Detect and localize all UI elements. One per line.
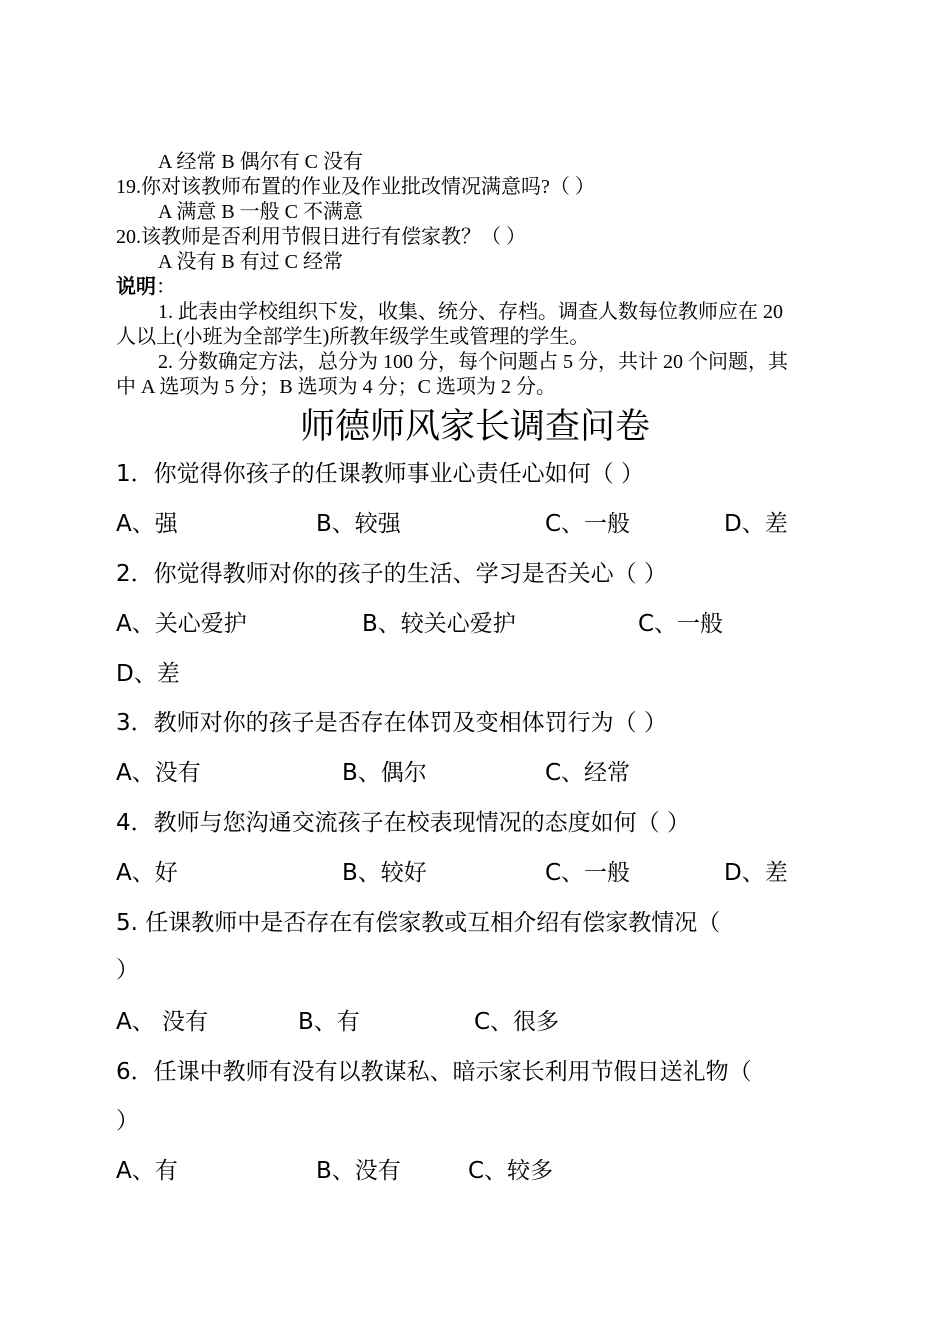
q3-option-a: A、没有 — [116, 760, 201, 786]
note-1-line-2: 人以上(小班为全部学生)所教年级学生或管理的学生。 — [116, 326, 590, 348]
q5-option-c: C、很多 — [474, 1009, 560, 1035]
note-2-line-2: 中 A 选项为 5 分；B 选项为 4 分；C 选项为 2 分。 — [116, 376, 557, 398]
q6-option-b: B、没有 — [316, 1158, 401, 1184]
q3-option-b: B、偶尔 — [342, 760, 427, 786]
question-4: 4．教师与您沟通交流孩子在校表现情况的态度如何（ ） — [116, 810, 690, 836]
q2-option-c: C、一般 — [638, 611, 724, 637]
q4-option-b: B、较好 — [342, 860, 427, 886]
q1-option-b: B、较强 — [316, 511, 401, 537]
q5-option-a: A、 没有 — [116, 1009, 209, 1035]
note-heading — [116, 275, 176, 300]
question-2: 2．你觉得教师对你的孩子的生活、学习是否关心（ ） — [116, 561, 667, 587]
q19-options: A 满意 B 一般 C 不满意 — [158, 201, 364, 223]
question-6: 6．任课中教师有没有以教谋私、暗示家长利用节假日送礼物（ — [116, 1059, 752, 1085]
q1-option-a: A、强 — [116, 511, 178, 537]
question-5: 5. 任课教师中是否存在有偿家教或互相介绍有偿家教情况（ — [116, 910, 721, 936]
note-1-line-1: 1. 此表由学校组织下发，收集、统分、存档。调查人数每位教师应在 20 — [158, 301, 783, 323]
q6-option-c: C、较多 — [468, 1158, 554, 1184]
q19-question: 19.你对该教师布置的作业及作业批改情况满意吗?（ ） — [116, 176, 595, 198]
q3-option-c: C、经常 — [545, 760, 631, 786]
q20-options: A 没有 B 有过 C 经常 — [158, 251, 344, 273]
q5-option-b: B、有 — [298, 1009, 360, 1035]
q4-option-d: D、差 — [724, 860, 788, 886]
q2-option-a: A、关心爱护 — [116, 611, 247, 637]
note-2-line-1: 2. 分数确定方法，总分为 100 分，每个问题占 5 分，共计 20 个问题，其 — [158, 351, 788, 373]
q1-option-d: D、差 — [724, 511, 788, 537]
question-5-continuation: ） — [116, 957, 139, 983]
q20-question: 20.该教师是否利用节假日进行有偿家教？（ ） — [116, 226, 526, 248]
page-title: 师德师风家长调查问卷 — [299, 407, 650, 447]
q2-option-d: D、差 — [116, 661, 180, 687]
q1-option-c: C、一般 — [545, 511, 631, 537]
q6-option-a: A、有 — [116, 1158, 178, 1184]
question-6-continuation: ） — [116, 1108, 139, 1134]
q2-option-b: B、较关心爱护 — [362, 611, 516, 637]
q4-option-c: C、一般 — [545, 860, 631, 886]
note-label: 说明 — [116, 276, 156, 298]
note-colon: ： — [156, 276, 176, 298]
question-3: 3．教师对你的孩子是否存在体罚及变相体罚行为（ ） — [116, 710, 667, 736]
question-1: 1．你觉得你孩子的任课教师事业心责任心如何（ ） — [116, 461, 644, 487]
q18-options: A 经常 B 偶尔有 C 没有 — [158, 151, 364, 173]
q4-option-a: A、好 — [116, 860, 178, 886]
